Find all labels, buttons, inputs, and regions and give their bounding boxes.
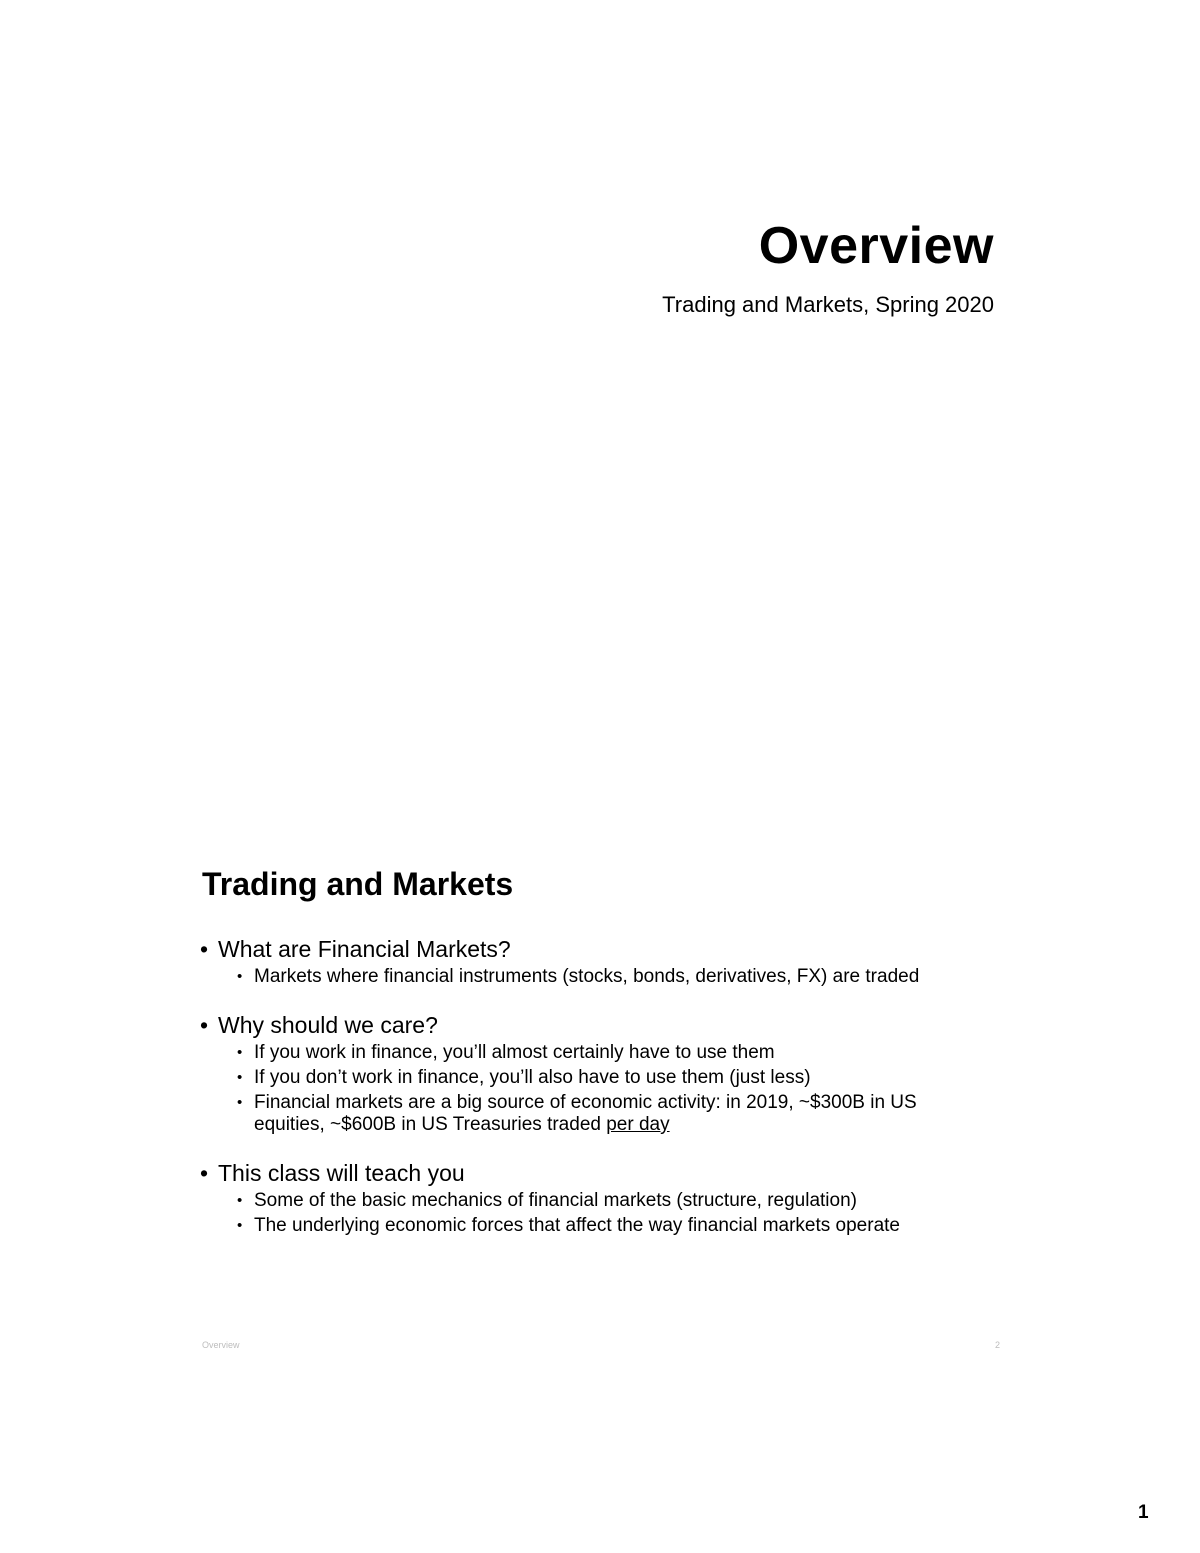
slide-footer-label: Overview (202, 1340, 240, 1350)
slide-title-subtitle: Trading and Markets, Spring 2020 (662, 292, 994, 317)
sub-bullet-text: Financial markets are a big source of economic activity: in 2019, ~$300B in US equities, ~$600B in US Treasuries traded (254, 1092, 917, 1135)
slide-title-heading: Overview (758, 217, 994, 275)
section-financial-markets (200, 936, 990, 988)
sub-bullet: • Markets where financial instruments (stocks, bonds, derivatives, FX) are traded (200, 966, 954, 988)
bullet-heading: • What are Financial Markets? (200, 936, 990, 962)
sub-bullet: • Some of the basic mechanics of financial markets (structure, regulation) (200, 1190, 954, 1212)
slide-heading: Trading and Markets (202, 866, 514, 902)
section-why-care (200, 1012, 990, 1136)
slide-title (200, 200, 1000, 650)
bullet-heading: • Why should we care? (200, 1012, 990, 1038)
section-class-teaches (200, 1160, 990, 1237)
page-number: 1 (1138, 1502, 1149, 1523)
underlined-emphasis: per day (606, 1114, 670, 1135)
sub-bullet (200, 1092, 954, 1136)
slide-trading-and-markets (200, 860, 1000, 1360)
bullet-list (200, 936, 990, 1261)
slide-footer-number: 2 (994, 1340, 1000, 1350)
sub-bullet: • If you don’t work in finance, you’ll also have to use them (just less) (200, 1067, 954, 1089)
bullet-heading: • This class will teach you (200, 1160, 990, 1186)
sub-bullet: • The underlying economic forces that affect the way financial markets operate (200, 1215, 954, 1237)
sub-bullet: • If you work in finance, you’ll almost certainly have to use them (200, 1042, 954, 1064)
